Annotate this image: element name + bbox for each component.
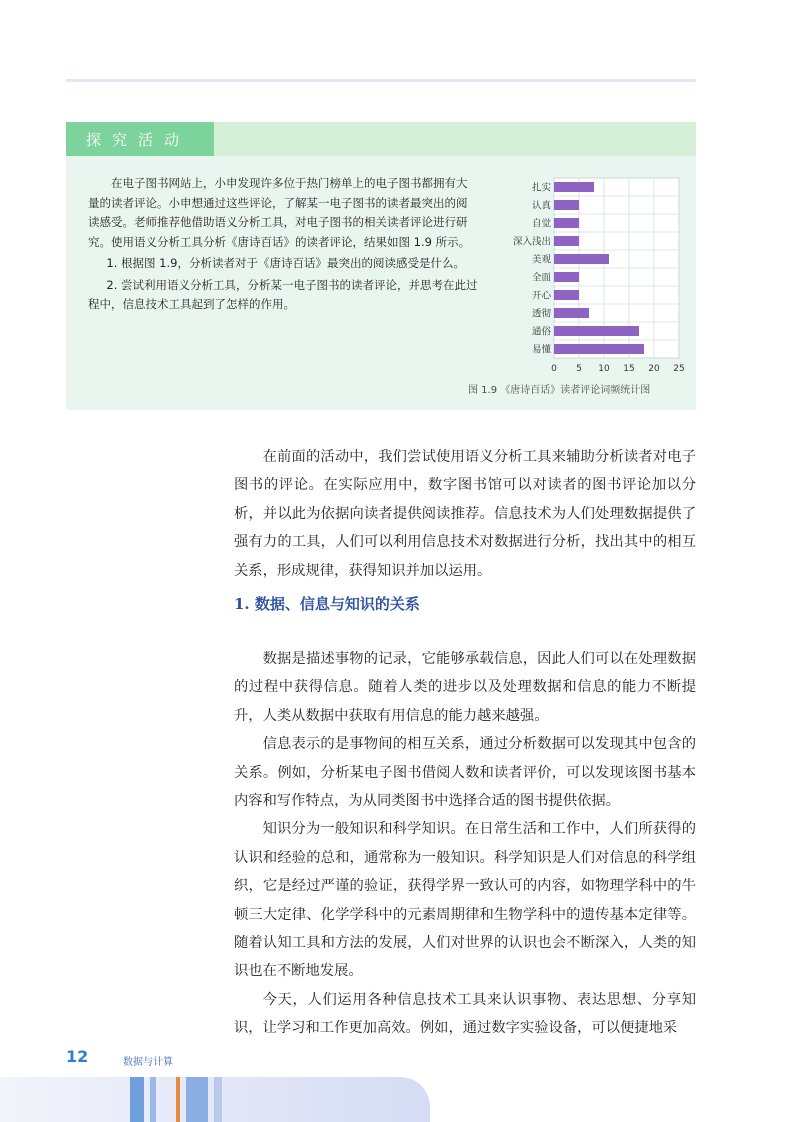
chart-bar	[554, 308, 589, 318]
chart-category-label: 美观	[531, 254, 551, 266]
chart-bar	[554, 272, 579, 282]
chart-tick-label: 0	[551, 364, 557, 374]
chart-category-label: 开心	[531, 290, 551, 302]
inquiry-activity-box	[66, 122, 696, 410]
activity-tab	[66, 122, 214, 156]
activity-text	[88, 174, 478, 315]
activity-question-1: 1. 根据图 1.9，分析读者对于《唐诗百话》最突出的阅读感受是什么。	[106, 256, 465, 270]
chart-bar	[554, 182, 594, 192]
chart-category-label: 认真	[531, 200, 551, 212]
chart-category-label: 通俗	[531, 326, 551, 338]
chart-bar	[554, 200, 579, 210]
paragraph-4: 知识分为一般知识和科学知识。在日常生活和工作中，人们所获得的认识和经验的总和，通常称为一般知识。科学知识是人们对信息的科学组织，它是经过严谨的验证，获得学界一致认可的内容，如物理学科中的牛顿三大定律、化学学科中的元素周期律和生物学科中的遗传基本定律等。随着认知工具和方法的发展，人们对世界的认识也会不断深入，人类的知识也在不断地发展。	[234, 821, 696, 980]
figure-caption: 图 1.9 《唐诗百话》读者评论词频统计图	[468, 385, 651, 396]
footer-stripe	[176, 1077, 180, 1122]
section-heading: 1. 数据、信息与知识的关系	[234, 595, 420, 613]
footer-stripe	[150, 1077, 156, 1122]
chart-bar	[554, 344, 644, 354]
chart-category-label: 自觉	[531, 218, 551, 230]
activity-header	[66, 122, 696, 156]
page-number: 12	[66, 1047, 89, 1066]
chart-tick-label: 25	[673, 364, 685, 374]
footer-stripe	[214, 1077, 222, 1122]
paragraph-1: 在前面的活动中，我们尝试使用语义分析工具来辅助分析读者对电子图书的评论。在实际应用中，数字图书馆可以对读者的图书评论加以分析，并以此为依据向读者提供阅读推荐。信息技术为人们处理数据提供了强有力的工具，人们可以利用信息技术对数据进行分析，找出其中的相互关系，形成规律，获得知识并加以运用。	[234, 449, 696, 579]
chart-bar	[554, 290, 579, 300]
chart-tick-label: 10	[598, 364, 610, 374]
paragraph-5: 今天，人们运用各种信息技术工具来认识事物、表达思想、分享知识，让学习和工作更加高效。例如，通过数字实验设备，可以便捷地采	[234, 991, 696, 1037]
chart-category-label: 全面	[531, 272, 551, 284]
chart-svg	[484, 170, 694, 380]
running-title: 数据与计算	[123, 1057, 173, 1068]
chart-category-label: 扎实	[531, 182, 551, 194]
chart-bar	[554, 326, 639, 336]
activity-question-2: 2. 尝试利用语义分析工具，分析某一电子图书的读者评论，并思考在此过程中，信息技术工具起到了怎样的作用。	[88, 277, 478, 311]
body-section	[234, 645, 696, 1043]
chart-category-label: 易懂	[531, 344, 551, 356]
paragraph-3: 信息表示的是事物间的相互关系，通过分析数据可以发现其中包含的关系。例如，分析某电子图书借阅人数和读者评价，可以发现该图书基本内容和写作特点，为从同类图书中选择合适的图书提供依据。	[234, 736, 696, 810]
chart-bar	[554, 254, 609, 264]
chart-category-label: 透彻	[531, 308, 551, 320]
chart-tick-label: 20	[648, 364, 660, 374]
activity-title: 探究活动	[86, 131, 191, 149]
chart-tick-label: 15	[623, 364, 635, 374]
footer-stripe	[130, 1077, 144, 1122]
chart-tick-label: 5	[576, 364, 582, 374]
chart-bar	[554, 236, 579, 246]
top-rule	[66, 79, 696, 82]
chart-category-label: 深入浅出	[512, 236, 551, 248]
body-intro	[234, 443, 696, 585]
activity-intro: 在电子图书网站上，小申发现许多位于热门榜单上的电子图书都拥有大量的读者评论。小申想通过这些评论，了解某一电子图书的读者最突出的阅读感受。老师推荐他借助语义分析工具，对电子图书的相关读者评论进行研究。使用语义分析工具分析《唐诗百话》的读者评论，结果如图 1.9 所示。	[88, 176, 471, 249]
chart-bar	[554, 218, 579, 228]
paragraph-2: 数据是描述事物的记录，它能够承载信息，因此人们可以在处理数据的过程中获得信息。随着人类的进步以及处理数据和信息的能力不断提升，人类从数据中获取有用信息的能力越来越强。	[234, 651, 696, 724]
word-frequency-chart	[484, 170, 694, 410]
footer-stripe	[186, 1077, 208, 1122]
